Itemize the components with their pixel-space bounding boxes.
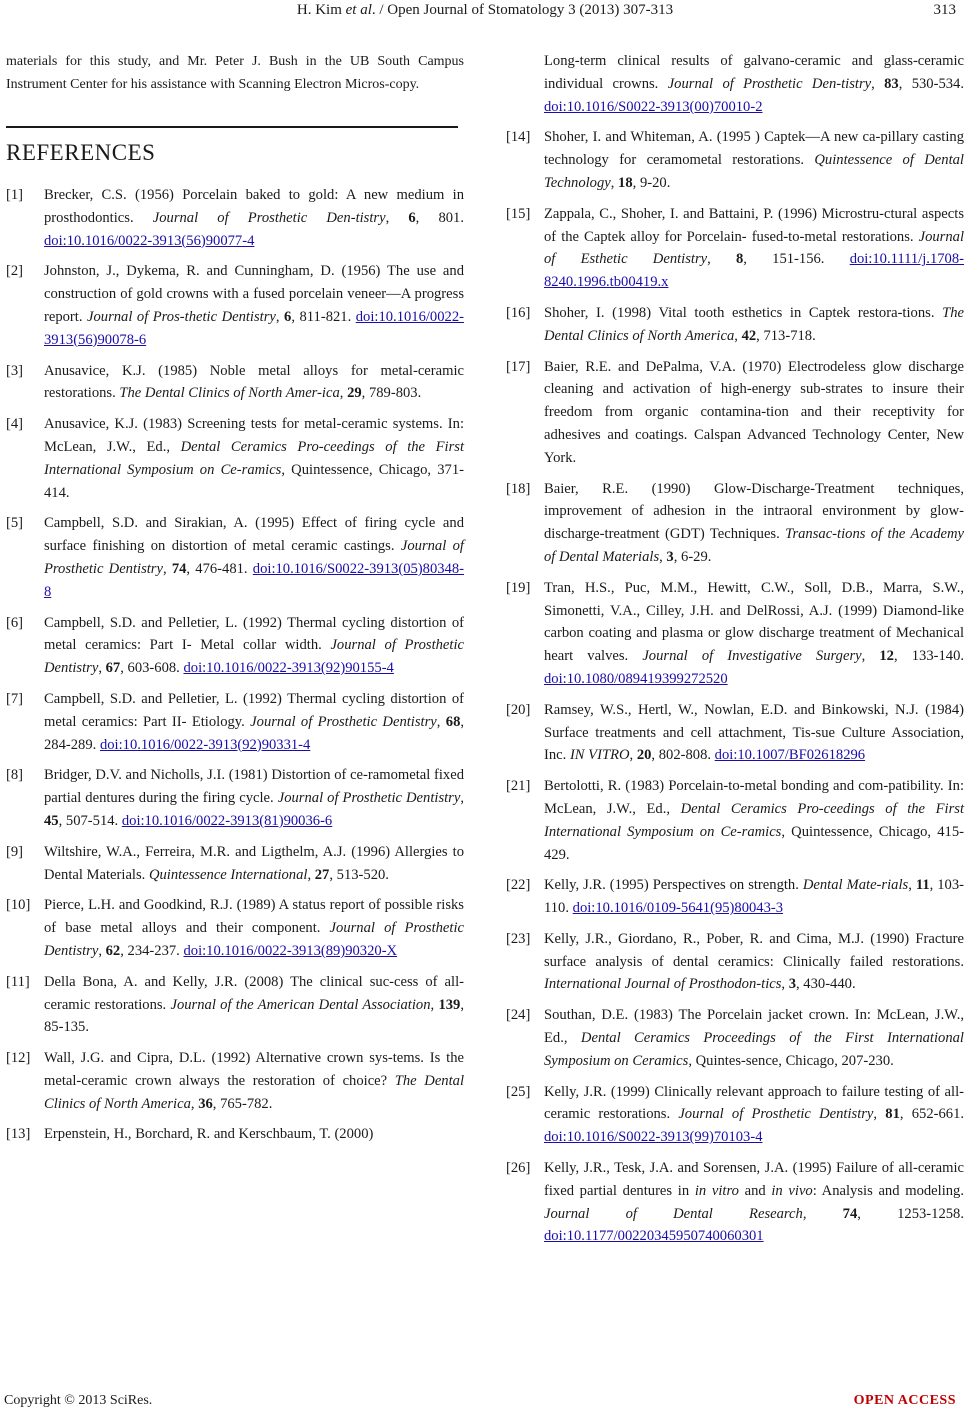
reference-volume: 45	[44, 812, 59, 829]
reference-text	[44, 360, 464, 406]
header-journal: . / Open Journal of Stomatology 3 (2013) 307-313	[371, 2, 674, 18]
reference-fragment: Campbell, S.D. and Pelletier, L. (1992) Thermal cycling distortion of metal ceramics: Part I- Metal collar width.	[44, 614, 464, 654]
reference-fragment: Southan, D.E. (1983) The Porcelain jacket crown. In: McLean, J.W., Ed.,	[544, 1007, 964, 1047]
reference-text	[544, 203, 964, 294]
reference-number: [9]	[6, 843, 24, 860]
reference-fragment: , 802-808.	[651, 747, 715, 764]
reference-text	[44, 971, 464, 1039]
reference-fragment: Erpenstein, H., Borchard, R. and Kerschbaum, T. (2000)	[44, 1126, 374, 1143]
doi-link[interactable]: doi:10.1016/0022-3913(81)90036-6	[121, 812, 333, 829]
reference-number: [24]	[506, 1007, 531, 1024]
reference-item	[6, 688, 464, 756]
reference-source: Dental Mate-rials	[802, 877, 909, 894]
reference-fragment: Johnston, J., Dykema, R. and Cunningham, D. (1956) The use and construction of gold crowns with a fused porcelain veneer—A progress report.	[44, 263, 464, 325]
reference-number: [3]	[6, 362, 24, 379]
reference-item	[506, 699, 964, 767]
header-author: H. Kim	[296, 2, 342, 18]
reference-fragment: Anusavice, K.J. (1983) Screening tests for metal-ceramic systems. In: McLean, J.W., Ed.,	[44, 416, 464, 455]
reference-text	[44, 841, 464, 887]
reference-item	[6, 841, 464, 887]
reference-fragment: ,	[659, 548, 667, 565]
reference-fragment: Kelly, J.R. (1995) Perspectives on strength.	[544, 877, 803, 894]
reference-volume: 11	[915, 877, 930, 894]
reference-item	[6, 971, 464, 1039]
reference-number: [14]	[506, 129, 531, 146]
reference-number: [5]	[6, 515, 24, 532]
reference-fragment: , 85-135.	[44, 996, 464, 1036]
reference-fragment: ,	[436, 713, 446, 730]
reference-item	[506, 50, 964, 118]
reference-volume: 12	[879, 648, 894, 665]
reference-item	[6, 1123, 464, 1146]
reference-text	[544, 50, 964, 118]
reference-number: [1]	[6, 187, 24, 203]
reference-volume: 74	[171, 560, 187, 577]
reference-volume: 83	[884, 75, 899, 92]
reference-text	[44, 413, 464, 504]
reference-text	[544, 577, 964, 691]
reference-fragment: , 1253-1258.	[857, 1205, 964, 1222]
reference-source: Journal of Prosthetic Dentistry	[250, 713, 437, 730]
reference-fragment: Della Bona, A. and Kelly, J.R. (2008) The clinical suc-cess of all-ceramic restorations.	[44, 973, 464, 1013]
reference-text	[44, 512, 464, 603]
reference-source: International Journal of Prosthodon-tics	[544, 976, 782, 993]
reference-source: The Dental Clinics of North Amer-ica	[119, 385, 340, 402]
reference-fragment: Kelly, J.R., Tesk, J.A. and Sorensen, J.A. (1995) Failure of all-ceramic fixed partial dentures in	[544, 1160, 964, 1199]
reference-fragment: Wiltshire, W.A., Ferreira, M.R. and Ligthelm, A.J. (1996) Allergies to Dental Materials.	[44, 843, 464, 883]
reference-text	[544, 1081, 964, 1149]
reference-source: Journal of Pros-thetic Dentistry	[87, 308, 276, 325]
copyright-notice: Copyright © 2013 SciRes.	[4, 1393, 153, 1408]
reference-volume: 3	[788, 976, 796, 993]
reference-fragment: ,	[275, 308, 285, 325]
reference-fragment: : Analysis and modeling.	[812, 1182, 964, 1199]
reference-item	[6, 612, 464, 680]
reference-fragment: Campbell, S.D. and Pelletier, L. (1992) Thermal cycling distortion of metal ceramics: Part II- Etiology.	[44, 690, 464, 730]
reference-text	[44, 764, 464, 832]
reference-source: The Dental Clinics of North America	[544, 304, 964, 344]
reference-text	[44, 1047, 464, 1115]
doi-link[interactable]: doi:10.1007/BF02618296	[714, 747, 866, 764]
reference-number: [8]	[6, 767, 24, 784]
reference-source: Quintessence International	[148, 866, 308, 883]
reference-number: [25]	[506, 1083, 531, 1100]
left-column	[6, 50, 464, 1154]
reference-item	[6, 894, 464, 962]
reference-text	[44, 184, 464, 252]
reference-fragment: , 652-661.	[899, 1106, 965, 1123]
doi-link[interactable]: doi:10.1016/0022-3913(56)90077-4	[44, 232, 255, 249]
reference-fragment: , 234-237.	[120, 942, 184, 959]
reference-volume: 67	[105, 660, 121, 677]
reference-source: Journal of Investigative Surgery	[642, 648, 862, 665]
reference-fragment: ,	[98, 942, 106, 959]
reference-source: IN VITRO	[569, 747, 630, 764]
reference-fragment: ,	[610, 174, 619, 191]
reference-fragment: , 507-514.	[58, 812, 122, 829]
reference-source: Journal of Esthetic Dentistry	[544, 228, 964, 268]
reference-number: [20]	[506, 701, 531, 718]
reference-number: [26]	[506, 1160, 531, 1177]
reference-source: Transac-tions of the Academy of Dental Materials	[544, 526, 964, 565]
reference-source: Journal of Prosthetic Den-tistry	[667, 75, 872, 92]
reference-fragment: ,	[908, 877, 916, 894]
reference-fragment: , 151-156.	[743, 251, 850, 268]
reference-fragment: Campbell, S.D. and Sirakian, A. (1995) Effect of firing cycle and surface finishing on distortion of metal ceramic castings.	[44, 515, 464, 555]
doi-link[interactable]: doi:10.1016/0022-3913(56)90078-6	[44, 308, 464, 348]
doi-link[interactable]: doi:10.1080/089419399272520	[544, 670, 728, 687]
reference-text	[44, 1123, 464, 1146]
reference-fragment: ,	[430, 996, 439, 1013]
reference-text	[544, 356, 964, 470]
reference-fragment: , 103-110.	[544, 877, 965, 917]
reference-text	[544, 126, 964, 194]
reference-volume: 6	[408, 209, 416, 226]
reference-text	[544, 302, 964, 348]
reference-item	[506, 577, 964, 691]
reference-volume: 3	[666, 548, 674, 565]
reference-source: Journal of Prosthetic Dentistry	[44, 637, 464, 677]
doi-link[interactable]: doi:10.1177/00220345950740060301	[544, 1228, 764, 1245]
reference-item	[6, 1047, 464, 1115]
reference-number: [21]	[506, 778, 531, 795]
reference-volume: 139	[438, 996, 461, 1013]
reference-item	[6, 260, 464, 351]
reference-source: Dental Ceramics Pro-ceedings of the First International Symposium on Ce-ramics	[544, 800, 964, 840]
reference-fragment: Wall, J.G. and Cipra, D.L. (1992) Alternative crown sys-tems. Is the metal-ceramic crown always the restoration of choice?	[44, 1050, 464, 1089]
reference-fragment: , 801.	[415, 209, 464, 226]
reference-fragment: ,	[98, 660, 106, 677]
reference-text	[544, 699, 964, 767]
open-access-label: OPEN ACCESS	[853, 1393, 956, 1408]
reference-fragment: Baier, R.E. and DePalma, V.A. (1970) Electrodeless glow discharge cleaning and activation of high-energy sub-strates to insure their freedom from organic contamina-tion and their receptivity for adhesives and coatings. Calspan Advanced Technology Center, New York.	[544, 358, 964, 466]
running-header	[0, 0, 970, 30]
reference-volume: 20	[636, 747, 652, 764]
reference-fragment: Kelly, J.R., Giordano, R., Pober, R. and Cima, M.J. (1990) Fracture surface analysis of dental ceramics: Clinically failed restorations.	[544, 930, 964, 970]
reference-fragment: Tran, H.S., Puc, M.M., Hewitt, C.W., Soll, D.B., Marra, S.W., Simonetti, V.A., Cilley, J.H. and DelRossi, A.J. (1999) Diamond-like carbon coating and plasma or glow discharge treatment of Mechanical heart valves.	[544, 579, 964, 665]
reference-fragment: , 513-520.	[329, 866, 389, 883]
reference-fragment: Brecker, C.S. (1956) Porcelain baked to gold: A new medium in prosthodontics.	[44, 187, 464, 226]
reference-fragment: Bridger, D.V. and Nicholls, J.I. (1981) Distortion of ce-ramometal fixed partial dentures during the firing cycle.	[44, 767, 464, 807]
reference-fragment: ,	[802, 1205, 843, 1222]
reference-item	[506, 1081, 964, 1149]
reference-source: Journal of Prosthetic Den-tistry	[152, 209, 386, 226]
reference-text	[544, 775, 964, 866]
reference-volume: 8	[736, 251, 744, 268]
reference-volume: 27	[314, 866, 330, 883]
reference-text	[44, 612, 464, 680]
reference-volume: 36	[198, 1095, 213, 1112]
reference-volume: 29	[347, 385, 362, 402]
reference-item	[6, 764, 464, 832]
reference-fragment: Long-term clinical results of galvano-ceramic and glass-ceramic individual crowns.	[544, 53, 964, 92]
reference-source: Journal of Prosthetic Dentistry	[277, 790, 461, 807]
reference-number: [16]	[506, 304, 531, 321]
reference-fragment: , 811-821.	[291, 308, 356, 325]
reference-fragment: Kelly, J.R. (1999) Clinically relevant approach to failure testing of all-ceramic restorations.	[544, 1083, 964, 1123]
reference-source: Journal of Prosthetic Dentistry	[44, 920, 464, 959]
reference-fragment: ,	[385, 209, 409, 226]
reference-text	[544, 478, 964, 569]
reference-source: Journal of the American Dental Association	[170, 996, 431, 1013]
reference-list-left	[6, 184, 464, 1146]
reference-source: Dental Ceramics Proceedings of the First International Symposium on Ceramics	[544, 1030, 964, 1069]
reference-fragment: Shoher, I. and Whiteman, A. (1995 ) Captek—A new ca-pillary casting technology for ceramometal restorations.	[544, 129, 964, 169]
reference-number: [4]	[6, 416, 24, 433]
reference-number: [2]	[6, 263, 24, 280]
reference-number: [19]	[506, 579, 531, 596]
reference-fragment: ,	[339, 385, 348, 402]
doi-link[interactable]: doi:10.1016/S0022-3913(05)80348-8	[44, 560, 464, 600]
reference-number: [7]	[6, 690, 24, 707]
reference-volume: 74	[842, 1205, 858, 1222]
reference-fragment: , 133-140.	[893, 648, 965, 665]
reference-source: in vitro	[694, 1182, 739, 1199]
reference-text	[544, 874, 964, 920]
reference-fragment: , Quintessence, Chicago, 371-414.	[44, 461, 464, 501]
references-heading: REFERENCES	[6, 140, 156, 165]
reference-number: [6]	[6, 614, 24, 631]
reference-item	[506, 302, 964, 348]
reference-fragment: Zappala, C., Shoher, I. and Battaini, P. (1996) Microstru-ctural aspects of the Captek alloy for Porcelain- fused-to-metal restorations.	[544, 205, 964, 245]
reference-fragment: , 530-534.	[898, 75, 964, 92]
reference-fragment: , 713-718.	[756, 327, 816, 344]
section-divider	[6, 126, 458, 128]
reference-fragment: ,	[629, 747, 637, 764]
reference-text	[44, 688, 464, 756]
reference-fragment: ,	[873, 1106, 886, 1123]
doi-link[interactable]: doi:10.1111/j.1708-8240.1996.tb00419.x	[544, 251, 964, 291]
reference-fragment: Bertolotti, R. (1983) Porcelain-to-metal bonding and com-patibility. In: McLean, J.W., Ed.,	[544, 778, 964, 817]
reference-fragment: , 284-289.	[44, 713, 465, 753]
reference-fragment: , 765-782.	[212, 1095, 273, 1112]
reference-number: [23]	[506, 930, 531, 947]
reference-item	[6, 512, 464, 603]
reference-volume: 62	[105, 942, 121, 959]
reference-text	[544, 1157, 964, 1248]
reference-fragment: ,	[871, 75, 885, 92]
reference-fragment: Anusavice, K.J. (1985) Noble metal alloys for metal-ceramic restorations.	[44, 362, 464, 402]
reference-source: in vivo	[771, 1182, 813, 1199]
reference-number: [18]	[506, 480, 531, 497]
reference-number: [17]	[506, 358, 531, 375]
reference-item	[506, 874, 964, 920]
reference-item	[506, 1004, 964, 1072]
page-number: 313	[933, 2, 956, 18]
header-etal: et al	[345, 2, 372, 18]
reference-fragment: Shoher, I. (1998) Vital tooth esthetics in Captek restora-tions.	[544, 304, 943, 321]
reference-item	[6, 413, 464, 504]
reference-list-right	[506, 50, 964, 1248]
reference-text	[44, 894, 464, 962]
reference-fragment: ,	[307, 866, 315, 883]
reference-fragment: , Quintessence, Chicago, 415-429.	[544, 823, 964, 863]
reference-fragment: ,	[781, 976, 789, 993]
reference-fragment: ,	[707, 251, 736, 268]
reference-item	[506, 203, 964, 294]
reference-fragment: ,	[460, 790, 464, 807]
reference-fragment: , 603-608.	[120, 660, 184, 677]
reference-item	[506, 775, 964, 866]
reference-number: [10]	[6, 897, 31, 914]
reference-volume: 18	[618, 174, 633, 191]
reference-fragment: Ramsey, W.S., Hertl, W., Nowlan, E.D. and Binkowski, N.J. (1984) Surface treatments and cell attachment, Tis-sue Culture Association, Inc.	[544, 701, 964, 764]
reference-fragment: ,	[734, 327, 742, 344]
reference-volume: 6	[284, 308, 292, 325]
reference-item	[506, 928, 964, 996]
reference-fragment: , 6-29.	[673, 548, 712, 565]
reference-source: Journal of Prosthetic Dentistry	[44, 538, 464, 577]
reference-volume: 68	[445, 713, 461, 730]
reference-item	[506, 126, 964, 194]
reference-volume: 81	[885, 1106, 900, 1123]
reference-item	[506, 356, 964, 470]
reference-fragment: Baier, R.E. (1990) Glow-Discharge-Treatment techniques, improvement of adhesion in the intraoral environment by glow-discharge-treatment (GDT) Techniques.	[544, 480, 964, 543]
reference-item	[6, 184, 464, 252]
reference-number: [15]	[506, 205, 531, 222]
reference-text	[544, 928, 964, 996]
reference-text	[544, 1004, 964, 1072]
reference-volume: 42	[741, 327, 757, 344]
reference-item	[506, 1157, 964, 1248]
reference-number	[506, 50, 544, 118]
reference-number: [12]	[6, 1050, 31, 1067]
reference-fragment: , 9-20.	[632, 174, 671, 191]
reference-item	[506, 478, 964, 569]
reference-fragment: ,	[190, 1095, 199, 1112]
doi-link[interactable]: doi:10.1016/0022-3913(92)90331-4	[99, 736, 311, 753]
reference-source: Dental Ceramics Pro-ceedings of the First International Symposium on Ce-ramics	[44, 438, 464, 478]
doi-link[interactable]: doi:10.1016/S0022-3913(00)70010-2	[544, 98, 763, 115]
reference-fragment: ,	[861, 648, 880, 665]
doi-link[interactable]: doi:10.1016/0022-3913(92)90155-4	[183, 660, 394, 677]
doi-link[interactable]: doi:10.1016/0109-5641(95)80043-3	[572, 900, 784, 917]
reference-fragment: , 476-481.	[186, 560, 253, 577]
reference-number: [22]	[506, 877, 531, 894]
reference-item	[6, 360, 464, 406]
reference-fragment: and	[738, 1182, 772, 1199]
reference-number: [11]	[6, 973, 30, 990]
reference-source: Quintessence of Dental Technology	[544, 152, 964, 191]
reference-fragment: , Quintes-sence, Chicago, 207-230.	[688, 1052, 894, 1069]
reference-source: Journal of Dental Research	[544, 1205, 803, 1222]
reference-fragment: , 789-803.	[361, 385, 422, 402]
reference-fragment: Pierce, L.H. and Goodkind, R.J. (1989) A status report of possible risks of base metal alloys and their component.	[44, 897, 464, 937]
reference-number: [13]	[6, 1126, 31, 1143]
right-column	[506, 50, 964, 1256]
reference-source: Journal of Prosthetic Dentistry	[678, 1106, 874, 1123]
reference-text	[44, 260, 464, 351]
journal-header	[0, 2, 970, 19]
doi-link[interactable]: doi:10.1016/0022-3913(89)90320-X	[183, 942, 398, 959]
reference-fragment: , 430-440.	[796, 976, 856, 993]
reference-fragment: ,	[162, 560, 172, 577]
acknowledgement-text: materials for this study, and Mr. Peter J. Bush in the UB South Campus Instrument Center for his assistance with Scanning Electron Micros-copy.	[6, 54, 464, 92]
doi-link[interactable]: doi:10.1016/S0022-3913(99)70103-4	[544, 1129, 763, 1146]
reference-source: The Dental Clinics of North America	[44, 1072, 464, 1112]
